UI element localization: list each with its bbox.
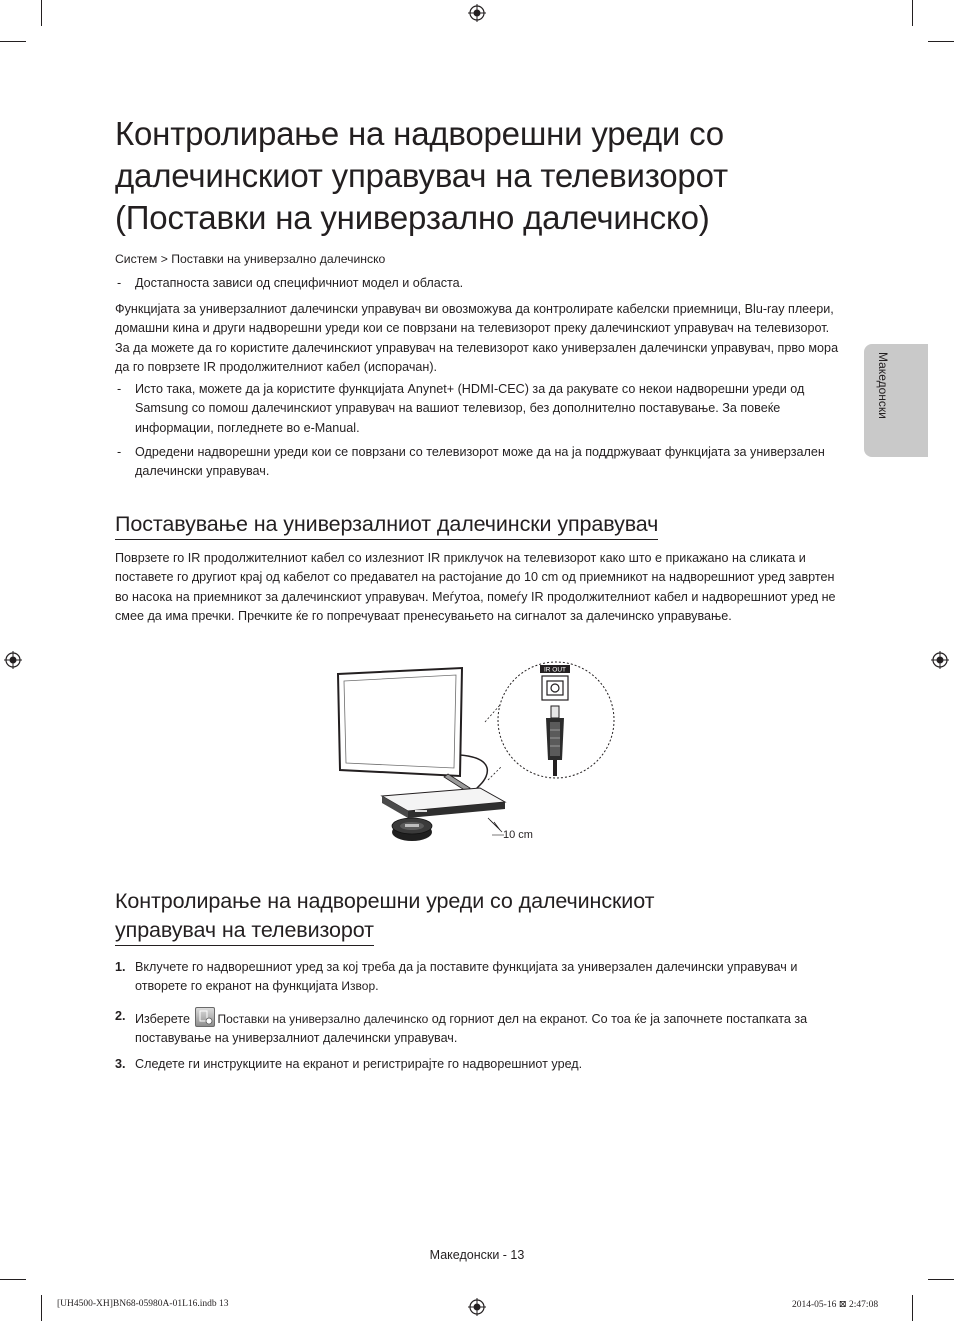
page-title-line: далечинскиот управувач на телевизорот (115, 157, 728, 194)
menu-path-separator: > (160, 252, 168, 266)
anynet-note-body: Исто така, можете да ја користите функцијата Anynet+ (HDMI-CEC) за да ракувате со некои надворешни уреди од Samsung со помош далечинскиот управувач на вашиот телевизор, без дополнително поставување. За повеќе информации, погледнете во (135, 382, 805, 435)
step-3 (115, 1055, 845, 1074)
step-2 (115, 1007, 845, 1049)
ir-out-label: IR OUT (543, 666, 567, 674)
external-device-illustration (382, 788, 505, 818)
setup-section-title (115, 510, 658, 540)
universal-remote-setup-label: Поставки на универзално далечинско (217, 1012, 429, 1026)
availability-note (115, 274, 845, 293)
anynet-note (115, 380, 845, 438)
page-title-line: (Поставки на универзално далечинско) (115, 199, 710, 236)
step-1-end: . (375, 979, 379, 994)
page-title (115, 113, 835, 239)
intro-paragraph: Функцијата за универзалниот далечински управувач ви овозможува да контролирате кабелски приемници, Blu-ray плеери, домашни кина и други надворешни уреди кои се поврзани на телевизорот преку далечинскиот управувач на телевизорот. За да можете да го користите далечинскиот управувач на телевизорот како универзален далечински управувач, прво мора да го поврзете IR продолжителниот кабел (испорачан). (115, 302, 839, 374)
ir-cable-illustration (330, 650, 620, 850)
page-title-line: Контролирање на надворешни уреди со (115, 115, 724, 152)
crop-mark (912, 1295, 913, 1321)
step-1 (115, 958, 845, 997)
crop-mark (0, 41, 26, 42)
anynet-note-text (135, 380, 845, 438)
step-3-text: Следете ги инструкциите на екранот и регистрирајте го надворешниот уред. (135, 1057, 583, 1071)
e-manual-link[interactable]: e-Manual (303, 420, 357, 435)
crop-mark (928, 1279, 954, 1280)
menu-path-item: Поставки на универзално далечинско (171, 252, 386, 266)
control-section-title (115, 887, 654, 946)
ir-blaster-illustration (392, 818, 432, 841)
step-1-text: Вклучете го надворешниот уред за кој треба да ја поставите функцијата за универзален далечински управувач и отворете го екранот на функцијата (135, 960, 798, 994)
crop-mark (41, 1295, 42, 1321)
control-section-title-line: управувач на телевизорот (115, 916, 374, 946)
distance-label: 10 cm (503, 829, 533, 841)
setup-paragraph: Поврзете го IR продолжителниот кабел со излезниот IR приклучок на телевизорот како што е прикажано на сликата и поставете го другиот крај од кабелот со предавател на растојание до 10 cm од приемникот на надворешниот уред завртен во насока на приемникот за далечинскиот управувач. Меѓутоа, помеѓу IR продолжителниот кабел и надворешниот уред не смее да има пречки. Пречките ќе го попречуваат пренесувањето на сигналот за далечинско управување. (115, 551, 836, 623)
crop-mark (0, 1279, 26, 1280)
source-menu-label: Извор (341, 979, 376, 994)
support-note (115, 443, 845, 482)
step-number: 3. (115, 1057, 126, 1071)
registration-mark-icon (931, 651, 949, 669)
step-text (135, 958, 845, 997)
page-number: Македонски - 13 (429, 1248, 525, 1262)
step-number: 1. (115, 960, 126, 974)
registration-mark-icon (4, 651, 22, 669)
setup-section-title-text: Поставување на универзалниот далечински управувач (115, 510, 658, 540)
note-dash: - (117, 276, 122, 290)
language-side-tab-label: Македонски (876, 352, 890, 419)
file-slug: [UH4500-XH]BN68-05980A-01L16.indb 13 (57, 1299, 229, 1309)
registration-mark-icon (468, 4, 486, 22)
support-note-text: Одредени надворешни уреди кои се поврзани со телевизорот може да на ја поддржуваат функцијата за универзален далечински управувач. (135, 445, 825, 479)
universal-remote-setup-icon (195, 1007, 215, 1027)
language-side-tab (864, 344, 928, 457)
step-2-intro: Изберете (135, 1012, 194, 1026)
tv-illustration (338, 668, 470, 791)
crop-mark (41, 0, 42, 26)
step-text (135, 1007, 845, 1049)
step-number: 2. (115, 1009, 126, 1023)
date-slug: 2014-05-16 ⊠ 2:47:08 (792, 1300, 879, 1310)
availability-note-text: Достапноста зависи од специфичниот модел и областа. (135, 276, 464, 290)
anynet-note-end: . (356, 420, 360, 435)
note-dash: - (117, 382, 122, 396)
control-section-title-line: Контролирање на надворешни уреди со далечинскиот (115, 889, 655, 913)
registration-mark-icon (468, 1298, 486, 1316)
note-dash: - (117, 445, 122, 459)
menu-path (115, 251, 385, 267)
crop-mark (912, 0, 913, 26)
crop-mark (928, 41, 954, 42)
menu-path-system: Систем (115, 252, 158, 266)
step-2-rest: од горниот дел на екранот. Со тоа ќе ја започнете постапката за поставување на универзалниот далечински управувач. (135, 1012, 808, 1046)
